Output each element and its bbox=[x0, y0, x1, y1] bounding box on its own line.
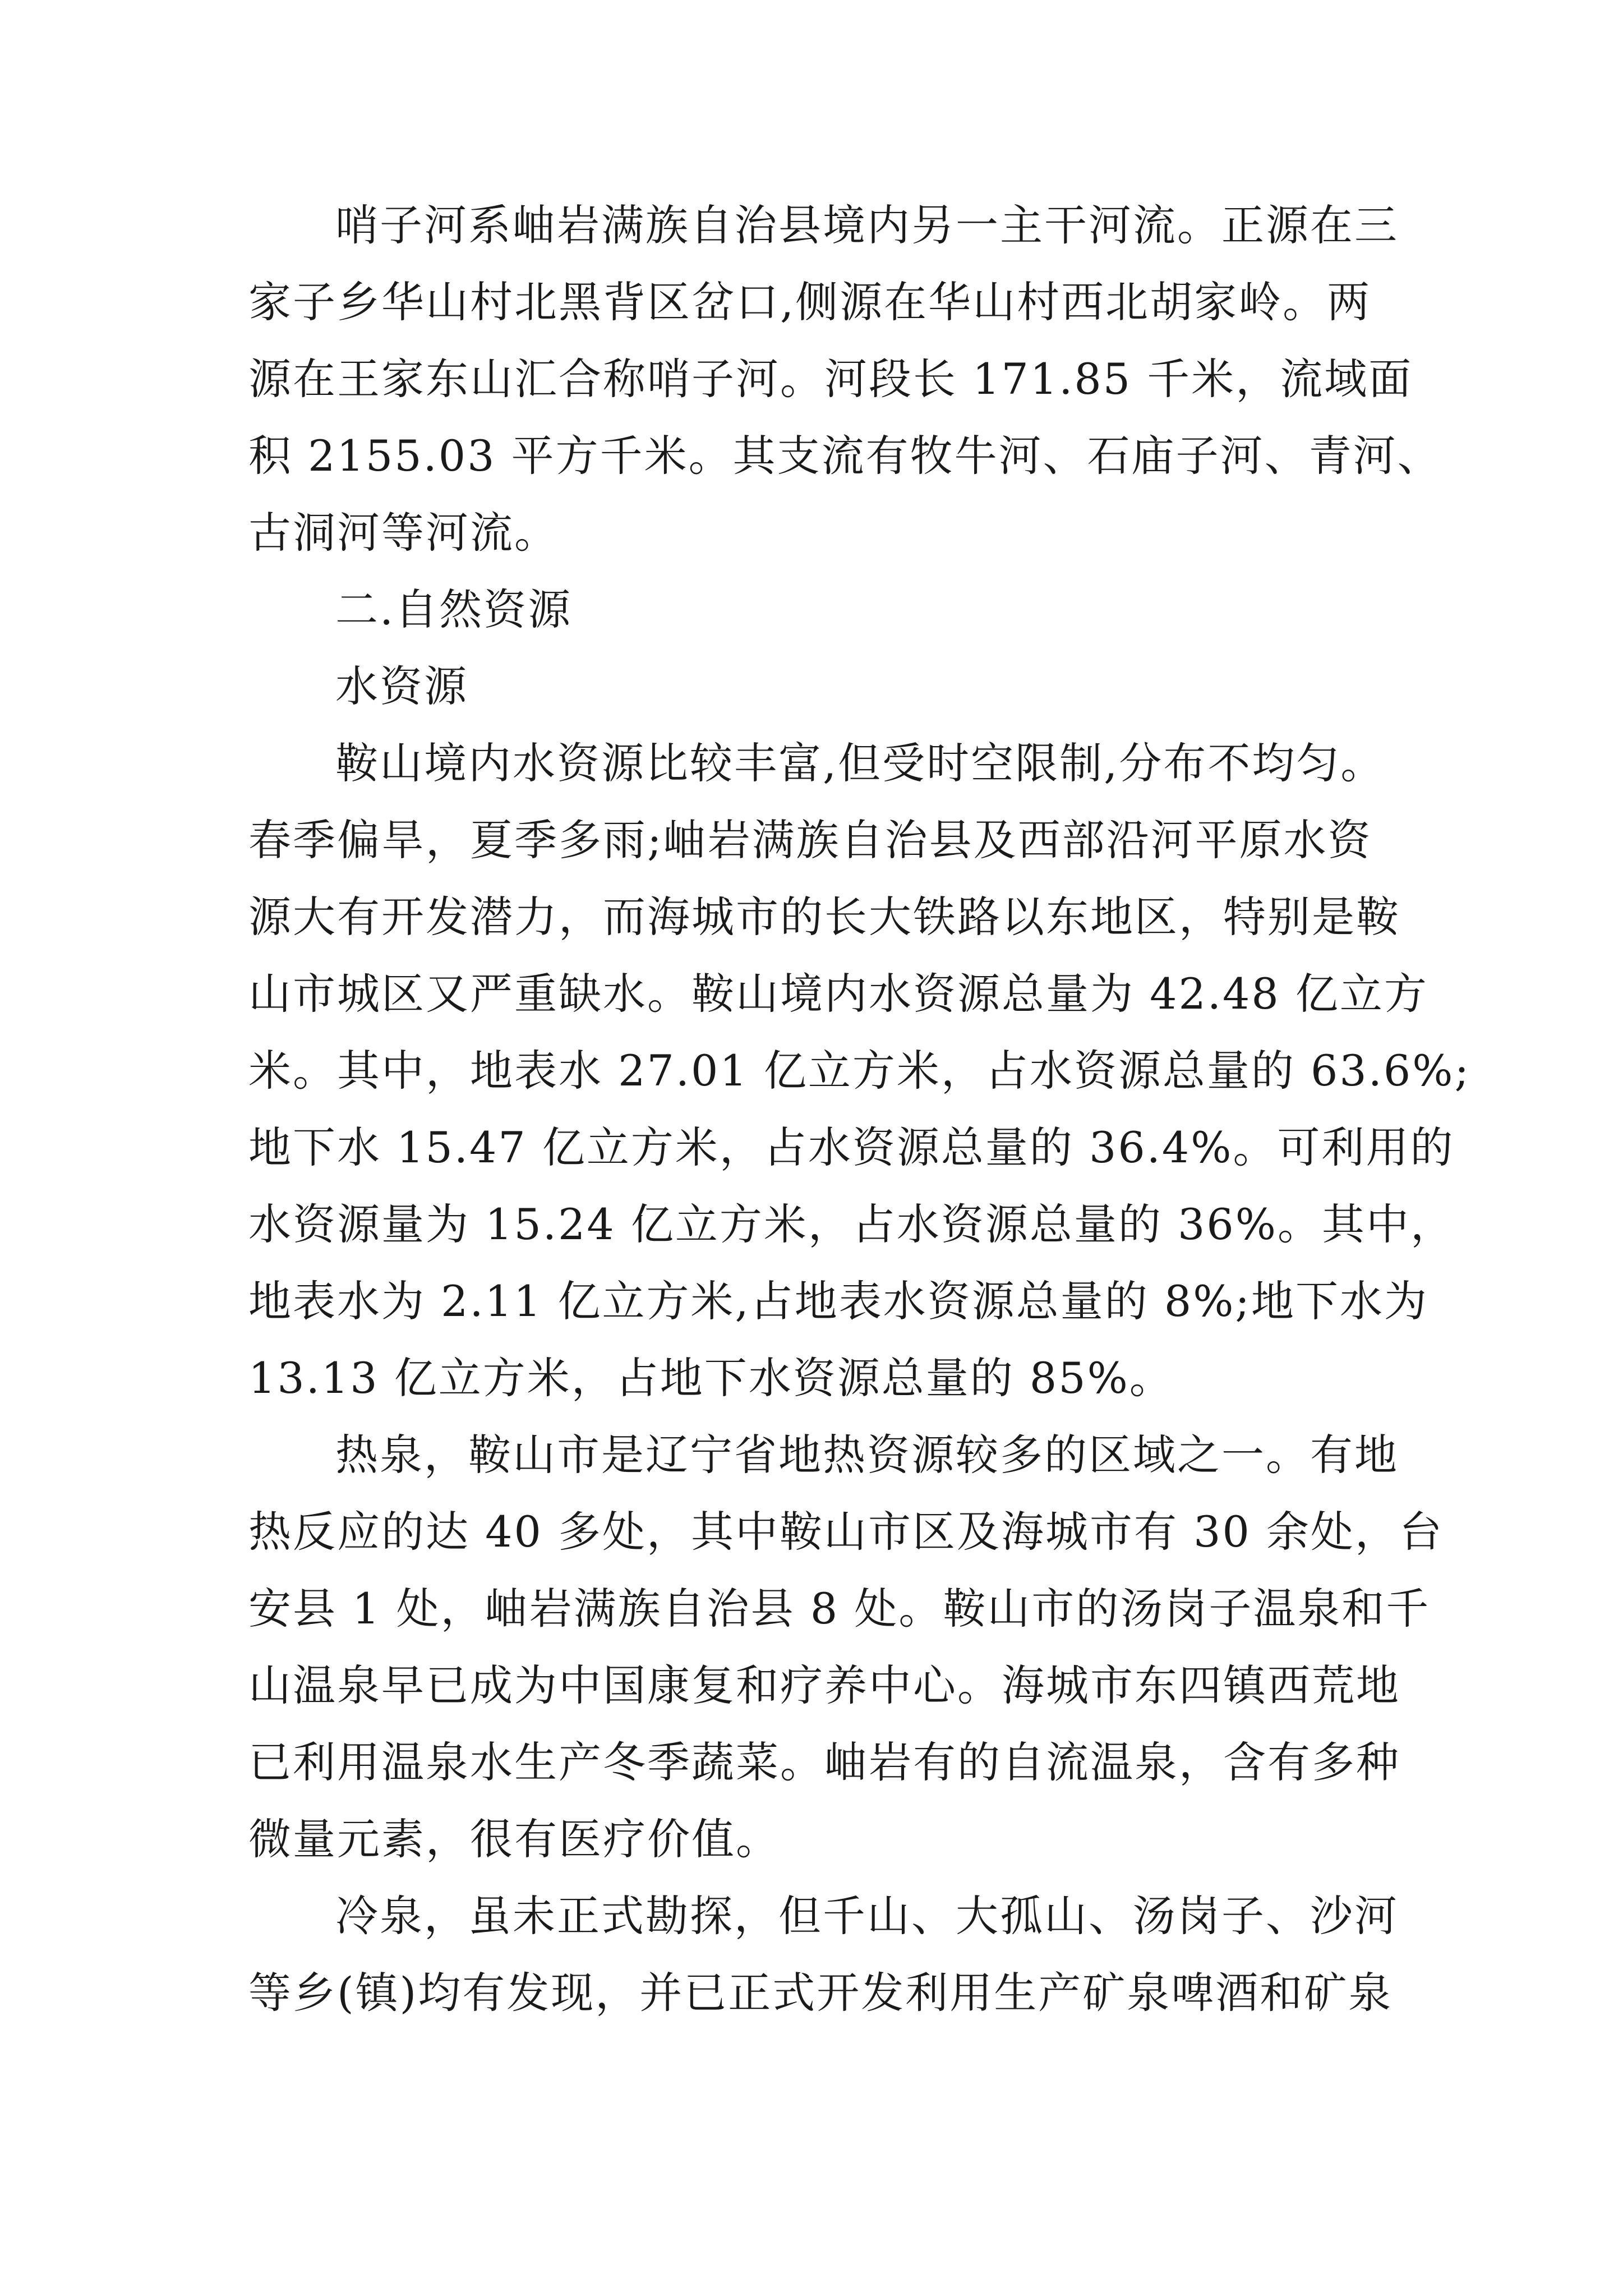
document-body bbox=[248, 187, 1471, 2031]
paragraph-water-line-2: 春季偏旱，夏季多雨;岫岩满族自治县及西部沿河平原水资 bbox=[248, 815, 1372, 865]
paragraph-hot-spring-line-1: 热泉，鞍山市是辽宁省地热资源较多的区域之一。有地 bbox=[335, 1430, 1399, 1480]
paragraph-hot-spring-line-3: 安县 1 处，岫岩满族自治县 8 处。鞍山市的汤岗子温泉和千 bbox=[248, 1584, 1431, 1634]
paragraph-hot-spring-line-5: 已利用温泉水生产冬季蔬菜。岫岩有的自流温泉，含有多种 bbox=[248, 1737, 1400, 1787]
paragraph-water-line-8: 地表水为 2.11 亿立方米,占地表水资源总量的 8%;地下水为 bbox=[248, 1276, 1429, 1326]
paragraph-water-line-7: 水资源量为 15.24 亿立方米，占水资源总量的 36%。其中， bbox=[248, 1199, 1455, 1249]
paragraph-shaozi-river-line-5: 古洞河等河流。 bbox=[248, 508, 559, 558]
paragraph-shaozi-river-line-1: 哨子河系岫岩满族自治县境内另一主干河流。正源在三 bbox=[335, 200, 1399, 250]
subheading-water-resources: 水资源 bbox=[335, 661, 468, 711]
paragraph-shaozi-river-line-3: 源在王家东山汇合称哨子河。河段长 171.85 千米，流域面 bbox=[248, 354, 1413, 404]
paragraph-water-line-9: 13.13 亿立方米，占地下水资源总量的 85%。 bbox=[248, 1353, 1174, 1403]
paragraph-water-line-5: 米。其中，地表水 27.01 亿立方米，占水资源总量的 63.6%; bbox=[248, 1046, 1471, 1096]
paragraph-shaozi-river-line-2: 家子乡华山村北黑背区岔口,侧源在华山村西北胡家岭。两 bbox=[248, 277, 1372, 327]
paragraph-hot-spring-line-6: 微量元素，很有医疗价值。 bbox=[248, 1814, 780, 1864]
paragraph-shaozi-river-line-4: 积 2155.03 平方千米。其支流有牧牛河、石庙子河、青河、 bbox=[248, 431, 1442, 481]
paragraph-water-line-6: 地下水 15.47 亿立方米，占水资源总量的 36.4%。可利用的 bbox=[248, 1122, 1455, 1172]
paragraph-hot-spring-line-2: 热反应的达 40 多处，其中鞍山市区及海城市有 30 余处，台 bbox=[248, 1507, 1444, 1557]
paragraph-cold-spring-line-2: 等乡(镇)均有发现，并已正式开发利用生产矿泉啤酒和矿泉 bbox=[248, 1968, 1393, 2018]
paragraph-hot-spring-line-4: 山温泉早已成为中国康复和疗养中心。海城市东四镇西荒地 bbox=[248, 1660, 1400, 1710]
paragraph-water-line-1: 鞍山境内水资源比较丰富,但受时空限制,分布不均匀。 bbox=[335, 738, 1385, 788]
paragraph-water-line-4: 山市城区又严重缺水。鞍山境内水资源总量为 42.48 亿立方 bbox=[248, 969, 1428, 1019]
paragraph-water-line-3: 源大有开发潜力，而海城市的长大铁路以东地区，特别是鞍 bbox=[248, 892, 1400, 942]
paragraph-cold-spring-line-1: 冷泉，虽未正式勘探，但千山、大孤山、汤岗子、沙河 bbox=[335, 1891, 1399, 1941]
section-heading-natural-resources: 二.自然资源 bbox=[335, 585, 573, 634]
